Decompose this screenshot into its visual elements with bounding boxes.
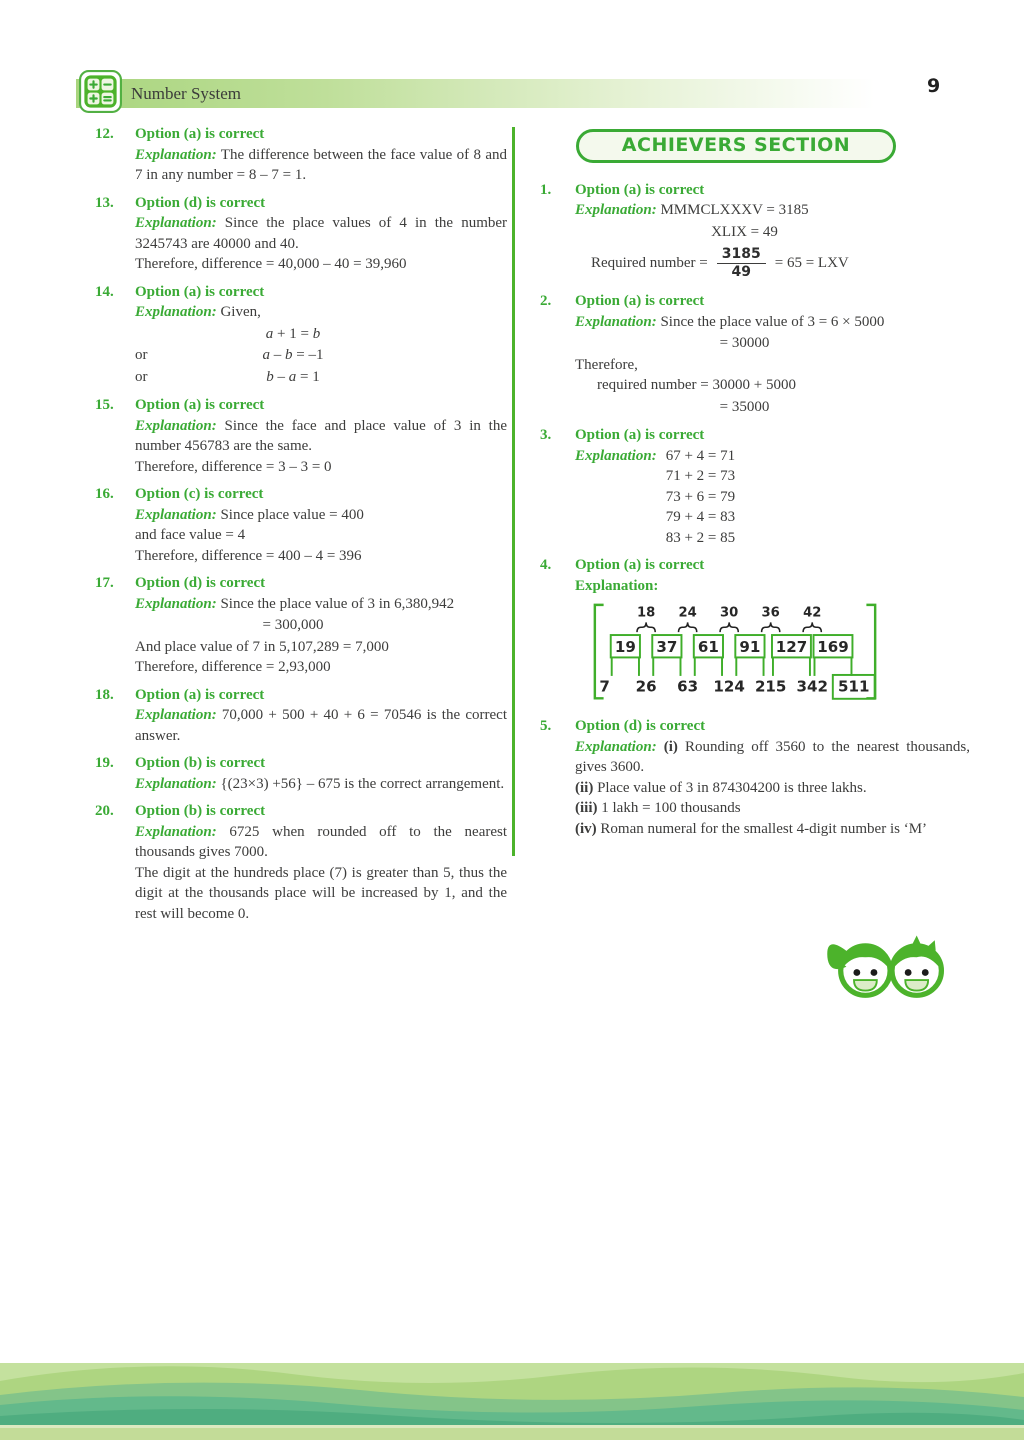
option-heading: Option (a) is correct xyxy=(575,181,705,198)
difference-value: 30 xyxy=(720,605,739,621)
explanation-label: Explanation: xyxy=(135,215,217,231)
explanation-paragraph: Explanation: Since the face and place value of 3 in the number 456783 are the same. xyxy=(135,417,508,454)
answer-number: 1. xyxy=(540,181,552,198)
explanation-label: Explanation: xyxy=(135,595,217,612)
first-difference-value: 61 xyxy=(697,638,719,657)
answer-body xyxy=(135,124,507,186)
explanation-label: Explanation: xyxy=(575,447,657,464)
answer-body xyxy=(135,395,507,477)
first-difference-value: 169 xyxy=(817,638,849,657)
page-number: 9 xyxy=(927,75,941,97)
option-heading: Option (a) is correct xyxy=(135,283,265,300)
text-paragraph: Therefore, difference = 2,93,000 xyxy=(135,659,331,675)
equation-line: 71 + 2 = 73 xyxy=(665,468,736,484)
explanation-label: Explanation: xyxy=(575,738,657,755)
text-paragraph: And place value of 7 in 5,107,289 = 7,000 xyxy=(135,638,389,655)
or-label: or xyxy=(135,368,148,385)
difference-value: 42 xyxy=(803,605,822,621)
explanation-label: Explanation: xyxy=(135,506,217,523)
text-paragraph: Therefore, xyxy=(575,356,638,373)
answer-body xyxy=(135,193,507,275)
fraction-equation xyxy=(591,246,970,281)
explanation-paragraph: Explanation: Since the place value of 3 = 6 × 5000 xyxy=(575,313,885,330)
fraction-suffix: = 65 = LXV xyxy=(774,255,849,272)
text-paragraph: The digit at the hundreds place (7) is greater than 5, thus the digit at the thousands place will be increased by 1, and the rest will become 0. xyxy=(135,864,507,922)
sequence-value: 124 xyxy=(713,677,745,696)
answer-item-1 xyxy=(540,180,970,285)
fraction-numerator: 3185 xyxy=(717,246,766,264)
option-heading: Option (b) is correct xyxy=(135,755,266,771)
answer-item-18 xyxy=(95,685,507,747)
answer-body xyxy=(575,555,970,709)
option-heading: Option (c) is correct xyxy=(135,486,264,502)
equation-line: = 300,000 xyxy=(262,617,324,633)
equation-line: 83 + 2 = 85 xyxy=(665,529,736,546)
equation-line: 73 + 6 = 79 xyxy=(665,488,736,505)
explanation-label: Explanation: xyxy=(575,202,657,218)
equation-line xyxy=(135,367,507,388)
answer-item-14 xyxy=(95,282,507,389)
answer-item-13 xyxy=(95,193,507,275)
equation-line: = 30000 xyxy=(719,335,770,351)
explanation-label: Explanation: xyxy=(575,577,659,594)
right-answers-column xyxy=(540,124,970,846)
achievers-section-heading: ACHIEVERS SECTION xyxy=(576,129,896,163)
answer-number: 14. xyxy=(95,283,114,300)
answer-number: 18. xyxy=(95,686,114,703)
answer-body xyxy=(135,282,507,389)
explanation-paragraph: Explanation: 70,000 + 500 + 40 + 6 = 70546 is the correct answer. xyxy=(135,707,507,744)
equation-text: b – a = 1 xyxy=(266,368,320,385)
answer-body xyxy=(575,291,970,418)
answer-item-15 xyxy=(95,395,507,477)
explanation-label: Explanation: xyxy=(135,304,217,320)
equation-line: XLIX = 49 xyxy=(711,223,778,240)
answer-number: 12. xyxy=(95,126,114,142)
text-paragraph: Therefore, difference = 3 – 3 = 0 xyxy=(135,458,332,475)
answer-number: 16. xyxy=(95,486,114,502)
text-paragraph: (iii) 1 lakh = 100 thousands xyxy=(575,800,741,817)
answer-body xyxy=(575,425,970,548)
sequence-value: 7 xyxy=(599,677,610,696)
answer-body xyxy=(135,484,507,566)
sequence-value: 511 xyxy=(838,677,870,696)
fraction-prefix: Required number = xyxy=(591,255,708,272)
left-answers-column xyxy=(95,124,507,931)
equation-line: a + 1 = b xyxy=(265,325,321,342)
sequence-value: 342 xyxy=(796,677,828,696)
equation-line: 79 + 4 = 83 xyxy=(665,509,736,525)
answer-body xyxy=(575,716,970,839)
explanation-label: Explanation: xyxy=(135,417,217,434)
explanation-paragraph: Explanation: {(23×3) +56} – 675 is the correct arrangement. xyxy=(135,775,505,792)
answer-number: 13. xyxy=(95,194,114,211)
mascot-kids-icon xyxy=(816,922,968,1004)
equation-line: = 35000 xyxy=(719,398,770,415)
column-divider xyxy=(512,127,515,856)
text-paragraph: Therefore, difference = 400 – 4 = 396 xyxy=(135,547,362,564)
option-heading: Option (d) is correct xyxy=(135,194,266,211)
explanation-paragraph: Explanation: The difference between the face value of 8 and 7 in any number = 8 – 7 = 1. xyxy=(135,146,507,183)
answer-number: 3. xyxy=(540,427,552,443)
first-difference-value: 19 xyxy=(614,638,636,657)
answer-item-2 xyxy=(540,291,970,418)
equation-text: a – b = –1 xyxy=(262,347,324,363)
option-heading: Option (a) is correct xyxy=(575,293,705,309)
first-difference-value: 37 xyxy=(656,638,678,657)
option-heading: Option (b) is correct xyxy=(135,803,266,819)
explanation-paragraph: Explanation: Since place value = 400 xyxy=(135,506,364,523)
option-heading: Option (d) is correct xyxy=(135,575,266,591)
answer-body xyxy=(135,801,507,924)
answer-number: 5. xyxy=(540,718,552,735)
answer-number: 15. xyxy=(95,397,114,413)
option-heading: Option (a) is correct xyxy=(575,427,705,443)
answer-item-12 xyxy=(95,124,507,186)
difference-value: 36 xyxy=(761,605,780,621)
explanation-paragraph: Explanation: Given, xyxy=(135,304,261,320)
sequence-diagram xyxy=(589,600,881,703)
answer-item-5 xyxy=(540,716,970,839)
explanation-label: Explanation: xyxy=(135,775,217,792)
sequence-value: 215 xyxy=(754,677,787,696)
answer-body xyxy=(135,753,507,794)
footer-hills-decoration xyxy=(0,1363,1024,1440)
or-label: or xyxy=(135,347,148,363)
first-difference-value: 127 xyxy=(775,638,808,657)
option-heading: Option (a) is correct xyxy=(575,557,705,573)
text-paragraph: and face value = 4 xyxy=(135,527,246,543)
explanation-paragraph: Explanation: (i) Rounding off 3560 to the nearest thousands, gives 3600. xyxy=(575,738,971,776)
equation-column xyxy=(666,446,735,549)
option-heading: Option (d) is correct xyxy=(575,718,706,735)
answer-item-3 xyxy=(540,425,970,548)
answer-body xyxy=(135,573,507,678)
explanation-paragraph: Explanation: Since the place values of 4 in the number 3245743 are 40000 and 40. xyxy=(135,215,508,252)
answer-number: 19. xyxy=(95,755,114,771)
difference-value: 24 xyxy=(678,605,697,621)
explanation-equations xyxy=(575,446,970,549)
explanation-label: Explanation: xyxy=(135,823,217,840)
answer-number: 17. xyxy=(95,575,114,591)
equation-line: 67 + 4 = 71 xyxy=(665,447,736,464)
math-operations-icon xyxy=(79,70,122,113)
answer-number: 4. xyxy=(540,557,552,573)
explanation-label: Explanation: xyxy=(575,313,657,330)
answer-item-17 xyxy=(95,573,507,678)
answer-item-20 xyxy=(95,801,507,924)
explanation-label: Explanation: xyxy=(135,146,217,163)
sequence-value: 26 xyxy=(635,677,657,696)
text-paragraph: (ii) Place value of 3 in 874304200 is three lakhs. xyxy=(575,779,867,796)
difference-value: 18 xyxy=(636,605,656,621)
answer-body xyxy=(135,685,507,747)
option-heading: Option (a) is correct xyxy=(135,686,265,703)
explanation-label: Explanation: xyxy=(135,707,217,723)
answer-item-19 xyxy=(95,753,507,794)
explanation-paragraph: Explanation: 6725 when rounded off to the nearest thousands gives 7000. xyxy=(135,823,508,860)
explanation-paragraph: Explanation: MMMCLXXXV = 3185 xyxy=(575,202,809,218)
answer-item-16 xyxy=(95,484,507,566)
option-heading: Option (a) is correct xyxy=(135,126,265,142)
equation-line xyxy=(135,345,507,366)
answer-number: 20. xyxy=(95,803,114,819)
answer-body xyxy=(575,180,970,285)
first-difference-value: 91 xyxy=(739,638,761,657)
fraction-denominator: 49 xyxy=(731,264,751,280)
sequence-value: 63 xyxy=(677,677,699,696)
chapter-title: Number System xyxy=(131,84,242,103)
text-paragraph: Therefore, difference = 40,000 – 40 = 39,960 xyxy=(135,256,407,272)
option-heading: Option (a) is correct xyxy=(135,397,265,413)
text-paragraph: (iv) Roman numeral for the smallest 4-digit number is ‘M’ xyxy=(575,820,928,837)
answer-item-4 xyxy=(540,555,970,709)
text-paragraph: required number = 30000 + 5000 xyxy=(597,377,796,393)
explanation-paragraph: Explanation: Since the place value of 3 in 6,380,942 xyxy=(135,595,455,612)
achievers-items xyxy=(540,180,970,840)
answer-number: 2. xyxy=(540,293,552,309)
fraction xyxy=(717,246,766,281)
